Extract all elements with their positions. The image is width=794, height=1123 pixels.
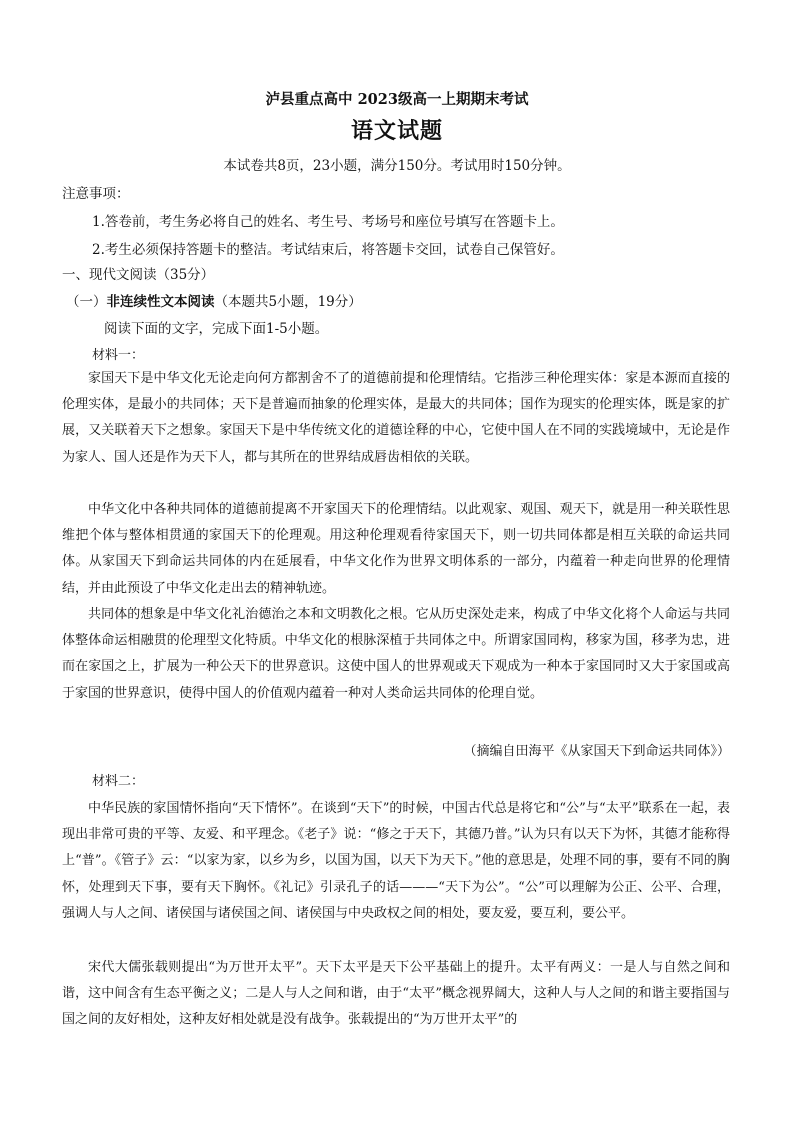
material-paragraph: 宋代大儒张载则提出“为万世开太平”。天下太平是天下公平基础上的提升。太平有两义：一是人与自然之间和谐，这中间含有生态平衡之义；二是人与人之间和谐，由于“太平”概念视界阔大，这种人与人之间的和谐主要指国与国之间的友好相处，这种友好相处就是没有战争。张载提出的“为万世开太平”的 <box>62 960 730 1028</box>
notice-heading: 注意事项： <box>62 186 130 202</box>
notice-item: 2.考生必须保持答题卡的整洁。考试结束后，将答题卡交回，试卷自己保管好。 <box>92 242 564 258</box>
material-label: 材料一： <box>92 348 145 363</box>
subsection-prefix: （一） <box>66 294 107 310</box>
subsection-suffix: （本题共5小题，19分） <box>214 294 362 310</box>
exam-info: 本试卷共8页，23小题，满分150分。考试用时150分钟。 <box>223 158 571 174</box>
material-paragraph: 中华民族的家国情怀指向“天下情怀”。在谈到“天下”的时候，中国古代总是将它和“公”与“太平”联系在一起，表现出非常可贵的平等、友爱、和平理念。《老子》说：“修之于天下，其德乃普。”认为只有以天下为怀，其德才能称得上“普”。《管子》云：“以家为家，以乡为乡，以国为国，以天下为天下。”他的意思是，处理不同的事，要有不同的胸怀，处理到天下事，要有天下胸怀。《礼记》引录孔子的话———“天下为公”。“公”可以理解为公正、公平、合理，强调人与人之间、诸侯国与诸侯国之间、诸侯国与中央政权之间的相处，要友爱，要互利，要公平。 <box>62 801 730 921</box>
subsection-bold: 非连续性文本阅读 <box>106 294 215 310</box>
page-title: 语文试题 <box>350 118 443 144</box>
instruction: 阅读下面的文字，完成下面1-5小题。 <box>104 321 329 337</box>
material-paragraph: 家国天下是中华文化无论走向何方都割舍不了的道德前提和伦理情结。它指涉三种伦理实体：家是本源而直接的伦理实体，是最小的共同体；天下是普遍而抽象的伦理实体，是最大的共同体；国作为现实的伦理实体，既是家的扩展，又关联着天下之想象。家国天下是中华传统文化的道德诠释的中心，它使中国人在不同的实践境域中，无论是作为家人、国人还是作为天下人，都与其所在的世界结成唇齿相依的关联。 <box>62 371 730 465</box>
material-paragraph: 共同体的想象是中华文化礼治德治之本和文明教化之根。它从历史深处走来，构成了中华文化将个人命运与共同体整体命运相融贯的伦理型文化特质。中华文化的根脉深植于共同体之中。所谓家国同构，移家为国，移孝为忠，进而在家国之上，扩展为一种公天下的世界意识。这使中国人的世界观或天下观成为一种本于家国同时又大于家国或高于家国的世界意识，使得中国人的价值观内蕴着一种对人类命运共同体的伦理自觉。 <box>62 607 730 701</box>
section-title: 一、现代文阅读（35分） <box>62 267 215 283</box>
material-label: 材料二： <box>92 774 145 789</box>
source-citation: （摘编自田海平《从家国天下到命运共同体》） <box>463 744 730 759</box>
material-paragraph: 中华文化中各种共同体的道德前提离不开家国天下的伦理情结。以此观家、观国、观天下，就是用一种关联性思维把个体与整体相贯通的家国天下的伦理观。用这种伦理观看待家国天下，则一切共同体都是相互关联的命运共同体。从家国天下到命运共同体的内在延展看，中华文化作为世界文明体系的一部分，内蕴着一种走向世界的伦理情结，并由此预设了中华文化走出去的精神轨迹。 <box>62 502 730 596</box>
notice-item: 1.答卷前，考生务必将自己的姓名、考生号、考场号和座位号填写在答题卡上。 <box>92 214 564 230</box>
subsection-title <box>66 290 362 310</box>
exam-header: 泸县重点高中 2023级高一上期期末考试 <box>265 91 529 108</box>
